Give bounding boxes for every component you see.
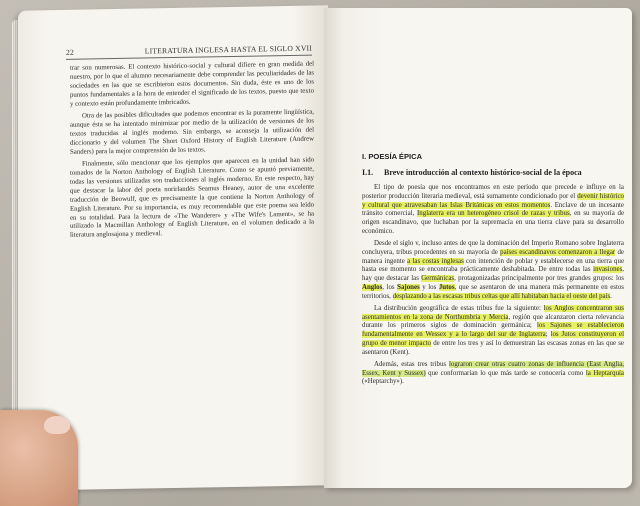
highlighted-text: lograron crear otras cuatro zonas de influencia (East Anglia, Essex, Kent y Sussex) [362,360,625,377]
highlighted-text: la Heptarquía [585,369,624,377]
paragraph [362,240,624,301]
paragraph: trar son numerosas. El contexto histórico-social y cultural difiere en gran medida del nuestro, por lo que el alumno necesariamente debe comprender las peculiaridades de las sociedades en las que se escribieron estos documentos. Sin duda, éste es uno de los puntos fundamentales a la hora de entender el significado de los textos, puesto que texto y contexto están profundamente imbricados. [70,60,314,108]
highlighted-text: desplazando a las escasas tribus celtas que allí habitaban hacia el oeste del país [392,292,611,300]
section-number: I. [362,152,367,161]
paragraph: Otra de las posibles dificultades que podemos encontrar es la puramente lingüística, aunque ésta se ha intentado minimizar por medio de la utilización de versiones de los textos traducidas al inglés moderno. Sin embargo, se aconseja la utilización del diccionario y del volumen The Short Oxford History of English Literature (Andrew Sanders) para la mejor comprensión de los textos. [70,108,314,156]
open-book [18,8,632,488]
highlighted-text: los Sajones se establecieron fundamentalmente en Wessex y a lo largo del sur de Inglaterra [362,322,625,339]
highlighted-text: los Anglos concentraron sus asentamientos en la zona de Northumbria y Mercia [362,304,624,321]
text-run: Desde el siglo v, incluso antes de que la dominación del Imperio Romano sobre Inglaterra concluyera, tribus procedentes en su mayoría de [362,240,624,256]
highlighted-text: Germánicas [421,275,455,283]
section-title: POESÍA ÉPICA [368,152,423,161]
right-body-text [362,153,624,391]
page-number: 22 [66,47,74,57]
left-body-text [70,61,314,245]
highlighted-text: países escandinavos comenzaron a llegar [500,248,616,256]
highlighted-text: a las costas inglesas [407,257,464,265]
right-page [324,8,632,488]
highlighted-text: Jutos [438,283,455,291]
paragraph [362,305,624,358]
highlighted-text: invasiones [593,266,623,274]
text-run: , en su mayoría de origen escandinavo, que luchaban por la supremacía en una tierra clave para su desarrollo económico. [362,210,625,235]
text-run: que conformarían lo que más tarde se conocería como [425,369,586,377]
paragraph [362,184,624,237]
highlighted-text: devenir histórico y cultural que atravesaban las Islas Británicas en estos momentos [362,192,624,209]
highlighted-text: Inglaterra era un heterogéneo crisol de razas y tribus [417,210,570,218]
paragraph [362,361,624,387]
text-run: de entre los tres y así lo demuestran las escasas zonas en las que se asentaron (Kent). [362,339,624,356]
text-run: («Heptarchy»). [362,378,404,386]
text-run: , que se asentaron de una manera más permanente en estos territorios, [362,283,624,300]
running-title: LITERATURA INGLESA HASTA EL SIGLO XVII [144,43,312,56]
text-run: , región que alcanzaron cierta relevancia durante los primeros siglos de dominación germánica; [362,313,624,330]
text-run: , protagonizadas principalmente por tres grandes grupos: los [454,275,624,283]
running-head [66,44,312,60]
text-run: Además, estas tres tribus [374,360,449,368]
text-run: La distribución geográfica de estas tribus fue la siguiente: [374,304,544,312]
text-run: de manera ingente [362,248,624,265]
text-run: y los [419,283,439,291]
section-heading [362,153,624,162]
paragraph: Finalmente, sólo mencionar que los ejemplos que aparecen en la unidad han sido tomados de la Norton Anthology of English Literature. Como se apuntó previamente, todas las versiones utilizadas son traducciones al inglés moderno. En este respecto, hay que destacar la labor del poeta norirlandés Seamus Heaney, autor de una excelente traducción de Beowulf, que es precisamente la que contiene la Norton Anthology of English Literature. Por su importancia, es muy recomendable que este poema sea leído en su totalidad. Para la lectura de «The Wanderer» y «The Wife's Lament», se ha utilizado la Macmillan Anthology of English Literature, en el volumen dedicado a la literatura anglosajona y medieval. [70,156,314,240]
highlighted-text: Sajones [397,283,420,291]
text-run: . Enclave de un incesante tránsito comercial, [362,201,624,218]
text-run: El tipo de poesía que nos encontramos en este período que precede e influye en la posterior producción literaria medieval, está sumamente condicionado por el [362,184,624,200]
highlighted-text: Anglos [362,283,383,291]
subsection-heading [362,168,624,177]
text-run: con intención de poblar y establecerse en una tierra que hasta ese momento se encontraba prácticamente deshabitada. De entre todas las [362,257,624,274]
highlighted-text: los Jutos constituyeron el grupo de menor impacto [362,331,625,347]
subsection-title: Breve introducción al contexto histórico-social de la época [384,167,582,177]
text-run: . [610,292,612,300]
subsection-number: I.1. [362,167,374,177]
thumbnail-nail [44,416,70,434]
text-run: , los [382,283,398,291]
text-run: ; [545,331,551,339]
text-run: , hay que destacar las [362,266,624,283]
